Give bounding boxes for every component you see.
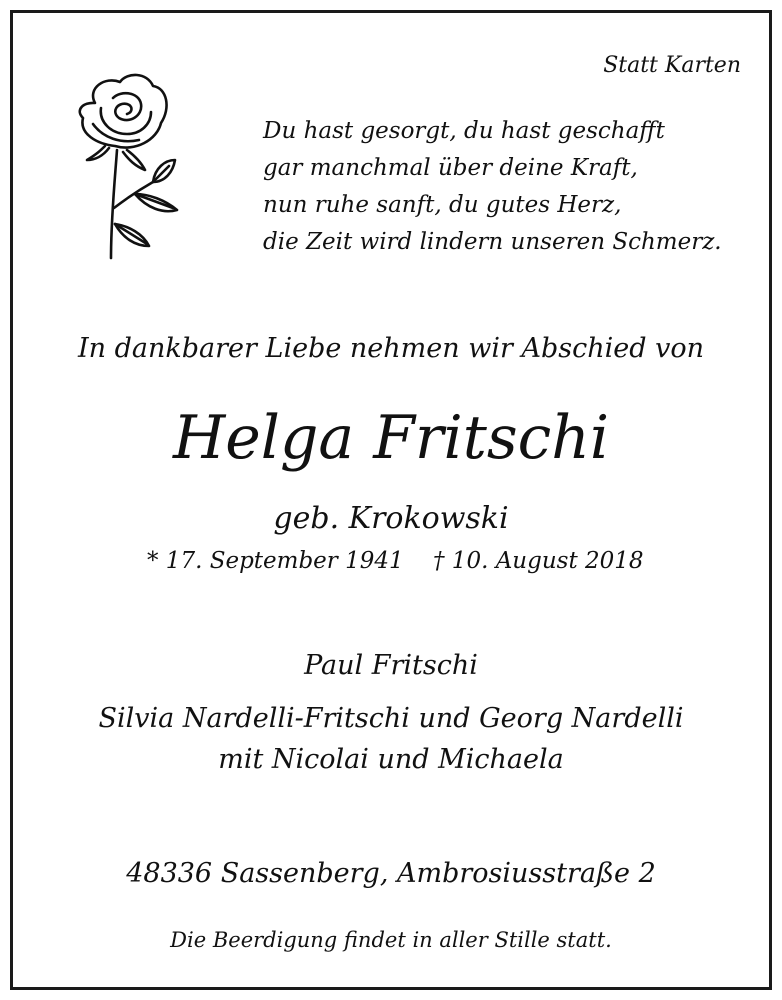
- obituary-frame: [10, 10, 772, 990]
- poem-line: Du hast gesorgt, du hast geschafft: [263, 118, 665, 144]
- maiden-name: geb. Krokowski: [273, 501, 509, 536]
- poem-line: die Zeit wird lindern unseren Schmerz.: [263, 229, 722, 255]
- intro-text: In dankbarer Liebe nehmen wir Abschied von: [78, 333, 704, 364]
- address: 48336 Sassenberg, Ambrosiusstraße 2: [126, 858, 656, 889]
- rose-icon: [65, 68, 195, 263]
- death-date: † 10. August 2018: [433, 548, 644, 574]
- funeral-note: Die Beerdigung findet in aller Stille statt.: [170, 928, 612, 952]
- statt-karten-note: Statt Karten: [603, 53, 741, 78]
- deceased-name: Helga Fritschi: [172, 403, 610, 473]
- family-line: Silvia Nardelli-Fritschi und Georg Nardelli: [98, 703, 684, 734]
- poem-line: nun ruhe sanft, du gutes Herz,: [263, 192, 622, 218]
- poem-line: gar manchmal über deine Kraft,: [263, 155, 638, 181]
- family-line: Paul Fritschi: [304, 650, 478, 681]
- birth-date: * 17. September 1941: [147, 548, 404, 574]
- poem: [263, 113, 722, 261]
- family-line: mit Nicolai und Michaela: [218, 744, 564, 775]
